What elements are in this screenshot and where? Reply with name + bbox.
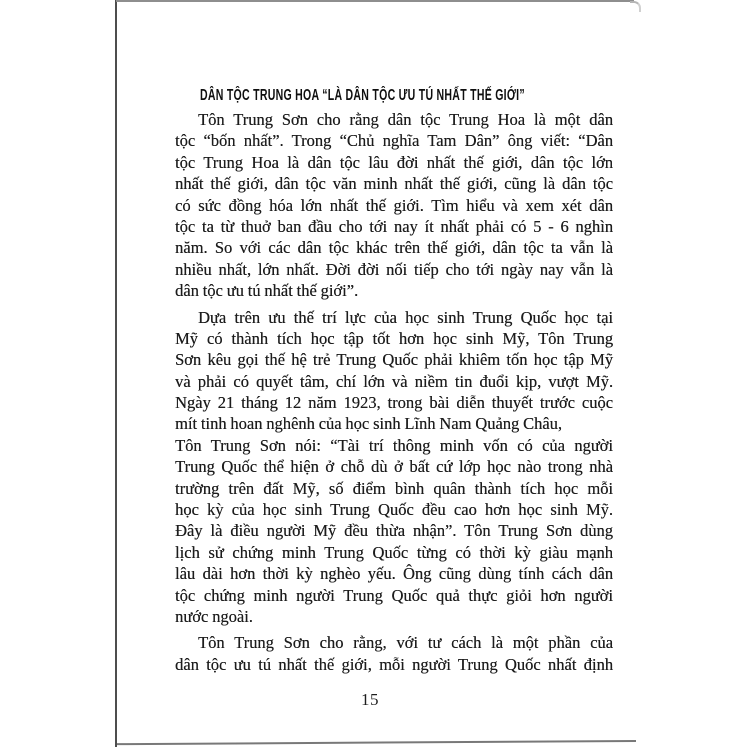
paragraph-line: Tôn Trung Sơn nói: “Tài trí thông minh vốn có của người	[175, 435, 613, 455]
paragraph-line: Trung Quốc thể hiện ở chỗ dù ở bất cứ lớp học nào trong nhà	[175, 457, 613, 477]
paragraph-line: và phải có quyết tâm, chí lớn và niềm tin đuổi kịp, vượt Mỹ.	[175, 371, 613, 391]
paragraph-line: dân tộc ưu tú nhất thế giới”.	[175, 281, 359, 301]
paragraph-line: nhất thế giới, dân tộc văn minh nhất thế giới, cũng là dân tộc	[175, 174, 613, 194]
chapter-heading-text: DÂN TỘC TRUNG HOA “LÀ DÂN TỘC ƯU TÚ NHẤT THẾ GIỚI”	[200, 87, 525, 104]
page-number: 15	[361, 690, 379, 709]
paragraph-line: tộc ta từ thuở ban đầu cho tới nay ít nhất phải có 5 - 6 nghìn	[175, 216, 613, 236]
paragraph-line: năm. So với các dân tộc khác trên thế giới, dân tộc ta vẫn là	[175, 238, 613, 258]
paragraph-line: Tôn Trung Sơn cho rằng, với tư cách là một phần của	[198, 633, 613, 653]
page-frame-top-line	[116, 0, 634, 2]
chapter-heading	[200, 86, 678, 105]
paragraph-line: có sức đồng hóa lớn nhất thế giới. Tìm hiểu và xem xét dân	[175, 195, 613, 215]
paragraph-line: mít tinh hoan nghênh của học sinh Lĩnh Nam Quảng Châu,	[175, 414, 562, 434]
paragraph-line: học kỳ của học sinh Trung Quốc đều cao hơn học sinh Mỹ.	[175, 500, 613, 520]
paragraph-line: Sơn kêu gọi thế hệ trẻ Trung Quốc phải khiêm tốn học tập Mỹ	[175, 350, 613, 370]
paragraph-line: lâu dài hơn thời kỳ nghèo yếu. Ông cũng dùng tính cách dân	[175, 564, 613, 584]
paragraph-line: Ngày 21 tháng 12 năm 1923, trong bài diễn thuyết trước cuộc	[175, 393, 613, 413]
body-text-column	[175, 109, 613, 675]
paragraph-line: Dựa trên ưu thế trí lực của học sinh Trung Quốc học tại	[198, 307, 613, 327]
paragraph-line: tộc “bốn nhất”. Trong “Chủ nghĩa Tam Dân” ông viết: “Dân	[175, 131, 613, 151]
paragraph	[175, 632, 613, 675]
paragraph-line: Tôn Trung Sơn cho rằng dân tộc Trung Hoa là một dân	[198, 110, 613, 129]
paragraph-line: tộc chứng minh người Trung Quốc quả thực giỏi hơn người	[175, 585, 613, 605]
page-corner-curl	[630, 1, 641, 12]
paragraph-line: lịch sử chứng minh Trung Quốc từng có thời kỳ giàu mạnh	[175, 542, 613, 562]
page-frame-bottom-line	[117, 740, 636, 745]
paragraph-line: Đây là điều người Mỹ đều thừa nhận”. Tôn Trung Sơn dùng	[175, 521, 613, 541]
paragraph-line: tộc Trung Hoa là dân tộc lâu đời nhất thế giới, dân tộc lớn	[175, 152, 613, 172]
paragraph	[175, 307, 613, 628]
paragraph	[175, 109, 613, 302]
page-frame-left-line	[115, 0, 117, 747]
paragraph-line: dân tộc ưu tú nhất thế giới, mỗi người Trung Quốc nhất định	[175, 654, 613, 674]
paragraph-line: trường trên đất Mỹ, số điểm bình quân thành tích học mỗi	[175, 478, 613, 498]
paragraph-line: Mỹ có thành tích học tập tốt hơn học sinh Mỹ, Tôn Trung	[175, 328, 613, 348]
paragraph-line: nước ngoài.	[175, 606, 253, 626]
paragraph-line: nhiều nhất, lớn nhất. Đời đời nối tiếp cho tới ngày nay vẫn là	[175, 259, 613, 279]
